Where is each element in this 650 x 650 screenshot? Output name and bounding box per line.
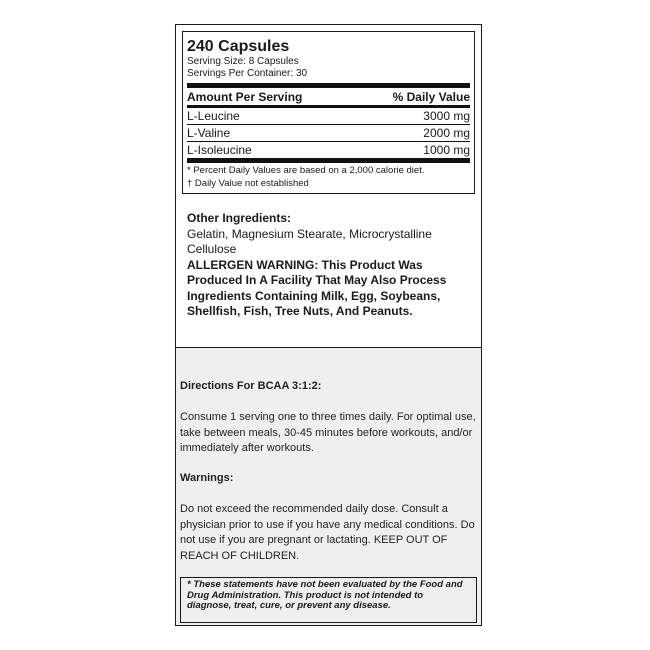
directions-text: Consume 1 serving one to three times daily. For optimal use, take between meals, 30-45 minutes before workouts, and/or immediately after workouts. (180, 411, 476, 454)
amount-per-serving-label: Amount Per Serving (187, 89, 303, 104)
servings-per-container: Servings Per Container: 30 (187, 68, 308, 79)
percent-daily-footnote: * Percent Daily Values are based on a 2,000 calorie diet. (187, 165, 425, 176)
ingredient-name: L-Valine (187, 126, 231, 140)
container-count-title: 240 Capsules (187, 38, 290, 55)
daily-value-not-established-footnote: † Daily Value not established (187, 178, 309, 189)
ingredient-row (187, 142, 470, 158)
serving-size: Serving Size: 8 Capsules (187, 56, 299, 67)
warnings-text: Do not exceed the recommended daily dose. Consult a physician prior to use if you have any medical conditions. Do not use if you are pregnant or lactating. KEEP OUT OF REACH OF CHILDREN. (180, 503, 475, 562)
other-ingredients-heading: Other Ingredients: (187, 211, 292, 225)
directions-heading: Directions For BCAA 3:1:2: (180, 380, 322, 392)
ingredient-amount: 2000 mg (423, 126, 470, 140)
supplement-facts-panel (176, 25, 481, 348)
ingredient-name: L-Isoleucine (187, 143, 252, 157)
amount-header-row (187, 88, 470, 105)
allergen-warning: ALLERGEN WARNING: This Product Was Produced In A Facility That May Also Process Ingredients Containing Milk, Egg, Soybeans, Shellfish, Fish, Tree Nuts, And Peanuts. (187, 257, 447, 318)
other-ingredients-text: Gelatin, Magnesium Stearate, Microcrystalline Cellulose (187, 226, 432, 256)
other-ingredients-section (187, 211, 477, 320)
supplement-facts-box (182, 31, 475, 194)
ingredient-name: L-Leucine (187, 109, 240, 123)
ingredient-row (187, 125, 470, 141)
fda-disclaimer: * These statements have not been evaluated by the Food and Drug Administration. This product is not intended to diagnose, treat, cure, or prevent any disease. (180, 577, 477, 623)
daily-value-label: % Daily Value (392, 89, 470, 104)
ingredient-row (187, 108, 470, 124)
ingredient-amount: 3000 mg (423, 109, 470, 123)
footnotes (187, 163, 470, 193)
supplement-label (175, 24, 482, 626)
warnings-heading: Warnings: (180, 472, 234, 484)
ingredient-amount: 1000 mg (423, 143, 470, 157)
